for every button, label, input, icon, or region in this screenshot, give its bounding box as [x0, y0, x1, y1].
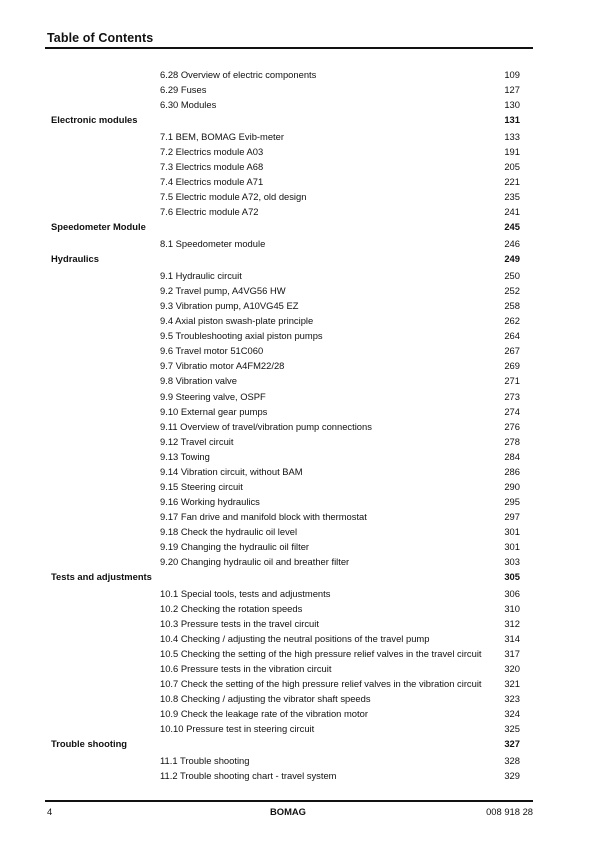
- toc-section-title: Speedometer Module: [51, 221, 146, 233]
- toc-entry-title: 7.3 Electrics module A68: [160, 161, 264, 173]
- toc-page-number: 249: [504, 253, 520, 265]
- toc-entry-title: 10.2 Checking the rotation speeds: [160, 603, 303, 615]
- toc-entry-title: 9.14 Vibration circuit, without BAM: [160, 465, 303, 477]
- footer-brand: BOMAG: [270, 806, 306, 817]
- footer-doc-number: 008 918 28: [486, 806, 533, 817]
- toc-entry-title: 10.1 Special tools, tests and adjustments: [160, 587, 331, 599]
- toc-page-number: 314: [504, 633, 520, 645]
- toc-page-number: 321: [504, 678, 520, 690]
- toc-entry-row[interactable]: [0, 67, 594, 82]
- toc-entry-row[interactable]: [0, 601, 594, 616]
- toc-section-row[interactable]: [0, 219, 594, 236]
- toc-page-number: 323: [504, 693, 520, 705]
- toc-entry-row[interactable]: [0, 82, 594, 97]
- toc-entry-title: 9.18 Check the hydraulic oil level: [160, 525, 298, 537]
- toc-entry-title: 10.9 Check the leakage rate of the vibration motor: [160, 708, 368, 720]
- toc-entry-title: 9.8 Vibration valve: [160, 375, 237, 387]
- toc-section-title: Trouble shooting: [51, 738, 128, 750]
- toc-entry-title: 9.5 Troubleshooting axial piston pumps: [160, 330, 323, 342]
- toc-entry-title: 9.1 Hydraulic circuit: [160, 270, 242, 282]
- toc-entry-row[interactable]: [0, 159, 594, 174]
- toc-entry-title: 10.7 Check the setting of the high pressure relief valves in the vibration circuit: [160, 678, 482, 690]
- toc-page-number: 278: [504, 435, 520, 447]
- toc-page-number: 273: [504, 390, 520, 402]
- toc-entry-title: 8.1 Speedometer module: [160, 238, 266, 250]
- toc-page-number: 295: [504, 495, 520, 507]
- toc-entry-row[interactable]: [0, 661, 594, 676]
- toc-entry-row[interactable]: [0, 204, 594, 219]
- toc-entry-title: 10.5 Checking the setting of the high pressure relief valves in the travel circuit: [160, 648, 482, 660]
- toc-section-title: Hydraulics: [51, 253, 99, 265]
- footer-divider: [45, 800, 533, 802]
- toc-entry-title: 7.4 Electrics module A71: [160, 176, 264, 188]
- toc-entry-row[interactable]: [0, 144, 594, 159]
- toc-entry-row[interactable]: [0, 539, 594, 554]
- toc-page-number: 324: [504, 708, 520, 720]
- toc-page-number: 245: [504, 221, 520, 233]
- toc-entry-row[interactable]: [0, 268, 594, 283]
- toc-entry-row[interactable]: [0, 404, 594, 419]
- toc-entry-title: 10.10 Pressure test in steering circuit: [160, 723, 315, 735]
- toc-entry-title: 11.1 Trouble shooting: [160, 755, 250, 767]
- toc-entry-title: 10.6 Pressure tests in the vibration circuit: [160, 663, 332, 675]
- toc-entry-title: 6.29 Fuses: [160, 84, 207, 96]
- toc-entry-row[interactable]: [0, 389, 594, 404]
- toc-entry-title: 9.2 Travel pump, A4VG56 HW: [160, 285, 286, 297]
- toc-entry-row[interactable]: [0, 434, 594, 449]
- toc-page-number: 258: [504, 300, 520, 312]
- toc-page-number: 310: [504, 603, 520, 615]
- toc-entry-row[interactable]: [0, 283, 594, 298]
- toc-entry-row[interactable]: [0, 97, 594, 112]
- toc-entry-title: 6.30 Modules: [160, 99, 217, 111]
- toc-entry-title: 7.5 Electric module A72, old design: [160, 191, 307, 203]
- toc-entry-title: 10.3 Pressure tests in the travel circuit: [160, 618, 319, 630]
- toc-page-number: 297: [504, 510, 520, 522]
- toc-entry-row[interactable]: [0, 586, 594, 601]
- table-of-contents: [0, 67, 594, 783]
- toc-page-number: 290: [504, 480, 520, 492]
- toc-entry-title: 9.6 Travel motor 51C060: [160, 345, 264, 357]
- toc-entry-title: 9.10 External gear pumps: [160, 405, 268, 417]
- toc-page-number: 252: [504, 285, 520, 297]
- toc-page-number: 301: [504, 525, 520, 537]
- toc-page-number: 262: [504, 315, 520, 327]
- toc-entry-row[interactable]: [0, 676, 594, 691]
- toc-page-number: 303: [504, 556, 520, 568]
- toc-entry-row[interactable]: [0, 631, 594, 646]
- toc-entry-row[interactable]: [0, 721, 594, 736]
- toc-entry-row[interactable]: [0, 691, 594, 706]
- toc-entry-title: 7.1 BEM, BOMAG Evib-meter: [160, 131, 284, 143]
- toc-entry-title: 9.11 Overview of travel/vibration pump connections: [160, 420, 372, 432]
- toc-entry-row[interactable]: [0, 768, 594, 783]
- toc-page-number: 274: [504, 405, 520, 417]
- toc-page-number: 269: [504, 360, 520, 372]
- toc-page-number: 205: [504, 161, 520, 173]
- toc-page-number: 109: [504, 69, 520, 80]
- toc-page-number: 317: [504, 648, 520, 660]
- toc-entry-title: 6.28 Overview of electric components: [160, 69, 317, 80]
- toc-entry-title: 10.4 Checking / adjusting the neutral positions of the travel pump: [160, 633, 430, 645]
- toc-entry-title: 9.20 Changing hydraulic oil and breather filter: [160, 556, 350, 568]
- toc-page-number: 250: [504, 270, 520, 282]
- toc-entry-row[interactable]: [0, 509, 594, 524]
- toc-entry-row[interactable]: [0, 706, 594, 721]
- toc-page-number: 328: [504, 755, 520, 767]
- toc-entry-row[interactable]: [0, 554, 594, 569]
- toc-entry-row[interactable]: [0, 373, 594, 388]
- header-divider: [45, 47, 533, 49]
- toc-section-row[interactable]: [0, 569, 594, 586]
- toc-entry-title: 11.2 Trouble shooting chart - travel system: [160, 770, 337, 782]
- toc-entry-title: 9.15 Steering circuit: [160, 480, 243, 492]
- toc-page-number: 191: [504, 146, 520, 158]
- toc-entry-row[interactable]: [0, 328, 594, 343]
- toc-section-title: Electronic modules: [51, 114, 138, 126]
- toc-page-number: 271: [504, 375, 520, 387]
- toc-page-number: 130: [504, 99, 520, 111]
- toc-entry-title: 9.19 Changing the hydraulic oil filter: [160, 540, 310, 552]
- toc-entry-title: 9.4 Axial piston swash-plate principle: [160, 315, 314, 327]
- toc-entry-row[interactable]: [0, 129, 594, 144]
- footer-page-number: 4: [47, 806, 53, 817]
- toc-entry-row[interactable]: [0, 616, 594, 631]
- toc-page-number: 235: [504, 191, 520, 203]
- toc-entry-title: 9.12 Travel circuit: [160, 435, 234, 447]
- toc-page-number: 221: [504, 176, 520, 188]
- toc-entry-row[interactable]: [0, 464, 594, 479]
- toc-page-number: 312: [504, 618, 520, 630]
- toc-entry-row[interactable]: [0, 449, 594, 464]
- toc-page-number: 241: [504, 206, 520, 218]
- toc-section-row[interactable]: [0, 736, 594, 753]
- toc-entry-row[interactable]: [0, 343, 594, 358]
- toc-page-number: 127: [504, 84, 520, 96]
- toc-entry-title: 9.13 Towing: [160, 450, 210, 462]
- toc-entry-title: 9.3 Vibration pump, A10VG45 EZ: [160, 300, 299, 312]
- toc-page-number: 264: [504, 330, 520, 342]
- toc-page-number: 305: [504, 571, 520, 583]
- toc-entry-row[interactable]: [0, 494, 594, 509]
- toc-page-number: 325: [504, 723, 520, 735]
- toc-entry-title: 9.16 Working hydraulics: [160, 495, 260, 507]
- toc-entry-row[interactable]: [0, 419, 594, 434]
- toc-entry-title: 9.7 Vibratio motor A4FM22/28: [160, 360, 285, 372]
- page-title: Table of Contents: [47, 31, 154, 45]
- toc-entry-row[interactable]: [0, 358, 594, 373]
- toc-section-title: Tests and adjustments: [51, 571, 152, 583]
- toc-entry-row[interactable]: [0, 236, 594, 251]
- toc-page-number: 286: [504, 465, 520, 477]
- toc-entry-row[interactable]: [0, 479, 594, 494]
- toc-entry-title: 9.17 Fan drive and manifold block with thermostat: [160, 510, 367, 522]
- toc-page-number: 284: [504, 450, 520, 462]
- toc-page-number: 267: [504, 345, 520, 357]
- toc-entry-title: 9.9 Steering valve, OSPF: [160, 390, 266, 402]
- toc-page-number: 131: [504, 114, 520, 126]
- toc-page-number: 327: [504, 738, 520, 750]
- toc-entry-row[interactable]: [0, 753, 594, 768]
- toc-entry-row[interactable]: [0, 189, 594, 204]
- toc-page-number: 306: [504, 587, 520, 599]
- toc-page-number: 320: [504, 663, 520, 675]
- toc-entry-title: 10.8 Checking / adjusting the vibrator shaft speeds: [160, 693, 371, 705]
- toc-page-number: 276: [504, 420, 520, 432]
- toc-section-row[interactable]: [0, 251, 594, 268]
- toc-page-number: 301: [504, 540, 520, 552]
- toc-entry-title: 7.6 Electric module A72: [160, 206, 259, 218]
- toc-page-number: 246: [504, 238, 520, 250]
- toc-entry-row[interactable]: [0, 646, 594, 661]
- toc-entry-title: 7.2 Electrics module A03: [160, 146, 264, 158]
- toc-entry-row[interactable]: [0, 174, 594, 189]
- toc-entry-row[interactable]: [0, 524, 594, 539]
- toc-page-number: 133: [504, 131, 520, 143]
- toc-page-number: 329: [504, 770, 520, 782]
- toc-section-row[interactable]: [0, 112, 594, 129]
- toc-entry-row[interactable]: [0, 298, 594, 313]
- toc-entry-row[interactable]: [0, 313, 594, 328]
